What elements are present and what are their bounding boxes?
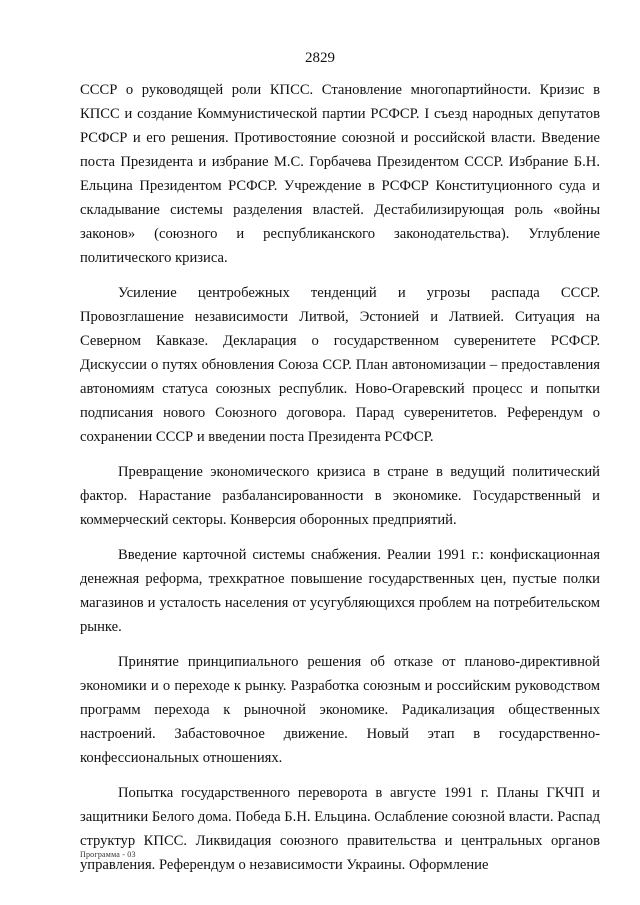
page-footer: Программа - 03 xyxy=(80,850,136,859)
paragraph-4: Введение карточной системы снабжения. Реалии 1991 г.: конфискационная денежная реформа, трехкратное повышение государственных цен, пустые полки магазинов и усталость населения от усугубляющихся проблем на потребительском рынке. xyxy=(80,547,600,635)
paragraph-5: Принятие принципиального решения об отказе от планово-директивной экономики и о переходе к рынку. Разработка союзным и российским руководством программ перехода к рыночной экономике. Радикализация общественных настроений. Забастовочное движение. Новый этап в государственно-конфессиональных отношениях. xyxy=(80,654,600,766)
paragraph-2: Усиление центробежных тенденций и угрозы распада СССР. Провозглашение независимости Литвой, Эстонией и Латвией. Ситуация на Северном Кавказе. Декларация о государственном суверенитете РСФСР. Дискуссии о путях обновления Союза ССР. План автономизации – предоставления автономиям статуса союзных республик. Ново-Огаревский процесс и попытки подписания нового Союзного договора. Парад суверенитетов. Референдум о сохранении СССР и введении поста Президента РСФСР. xyxy=(80,285,600,445)
paragraph-1: СССР о руководящей роли КПСС. Становление многопартийности. Кризис в КПСС и создание Коммунистической партии РСФСР. I съезд народных депутатов РСФСР и его решения. Противостояние союзной и российской власти. Введение поста Президента и избрание М.С. Горбачева Президентом СССР. Избрание Б.Н. Ельцина Президентом РСФСР. Учреждение в РСФСР Конституционного суда и складывание системы разделения властей. Дестабилизирующая роль «войны законов» (союзного и республиканского законодательства). Углубление политического кризиса. xyxy=(80,82,600,266)
paragraph-6: Попытка государственного переворота в августе 1991 г. Планы ГКЧП и защитники Белого дома. Победа Б.Н. Ельцина. Ослабление союзной власти. Распад структур КПСС. Ликвидация союзного правительства и центральных органов управления. Референдум о независимости Украины. Оформление xyxy=(80,785,600,873)
page-number: 2829 xyxy=(305,50,335,66)
document-body xyxy=(80,78,600,888)
paragraph-3: Превращение экономического кризиса в стране в ведущий политический фактор. Нарастание разбалансированности в экономике. Государственный и коммерческий секторы. Конверсия оборонных предприятий. xyxy=(80,464,600,528)
